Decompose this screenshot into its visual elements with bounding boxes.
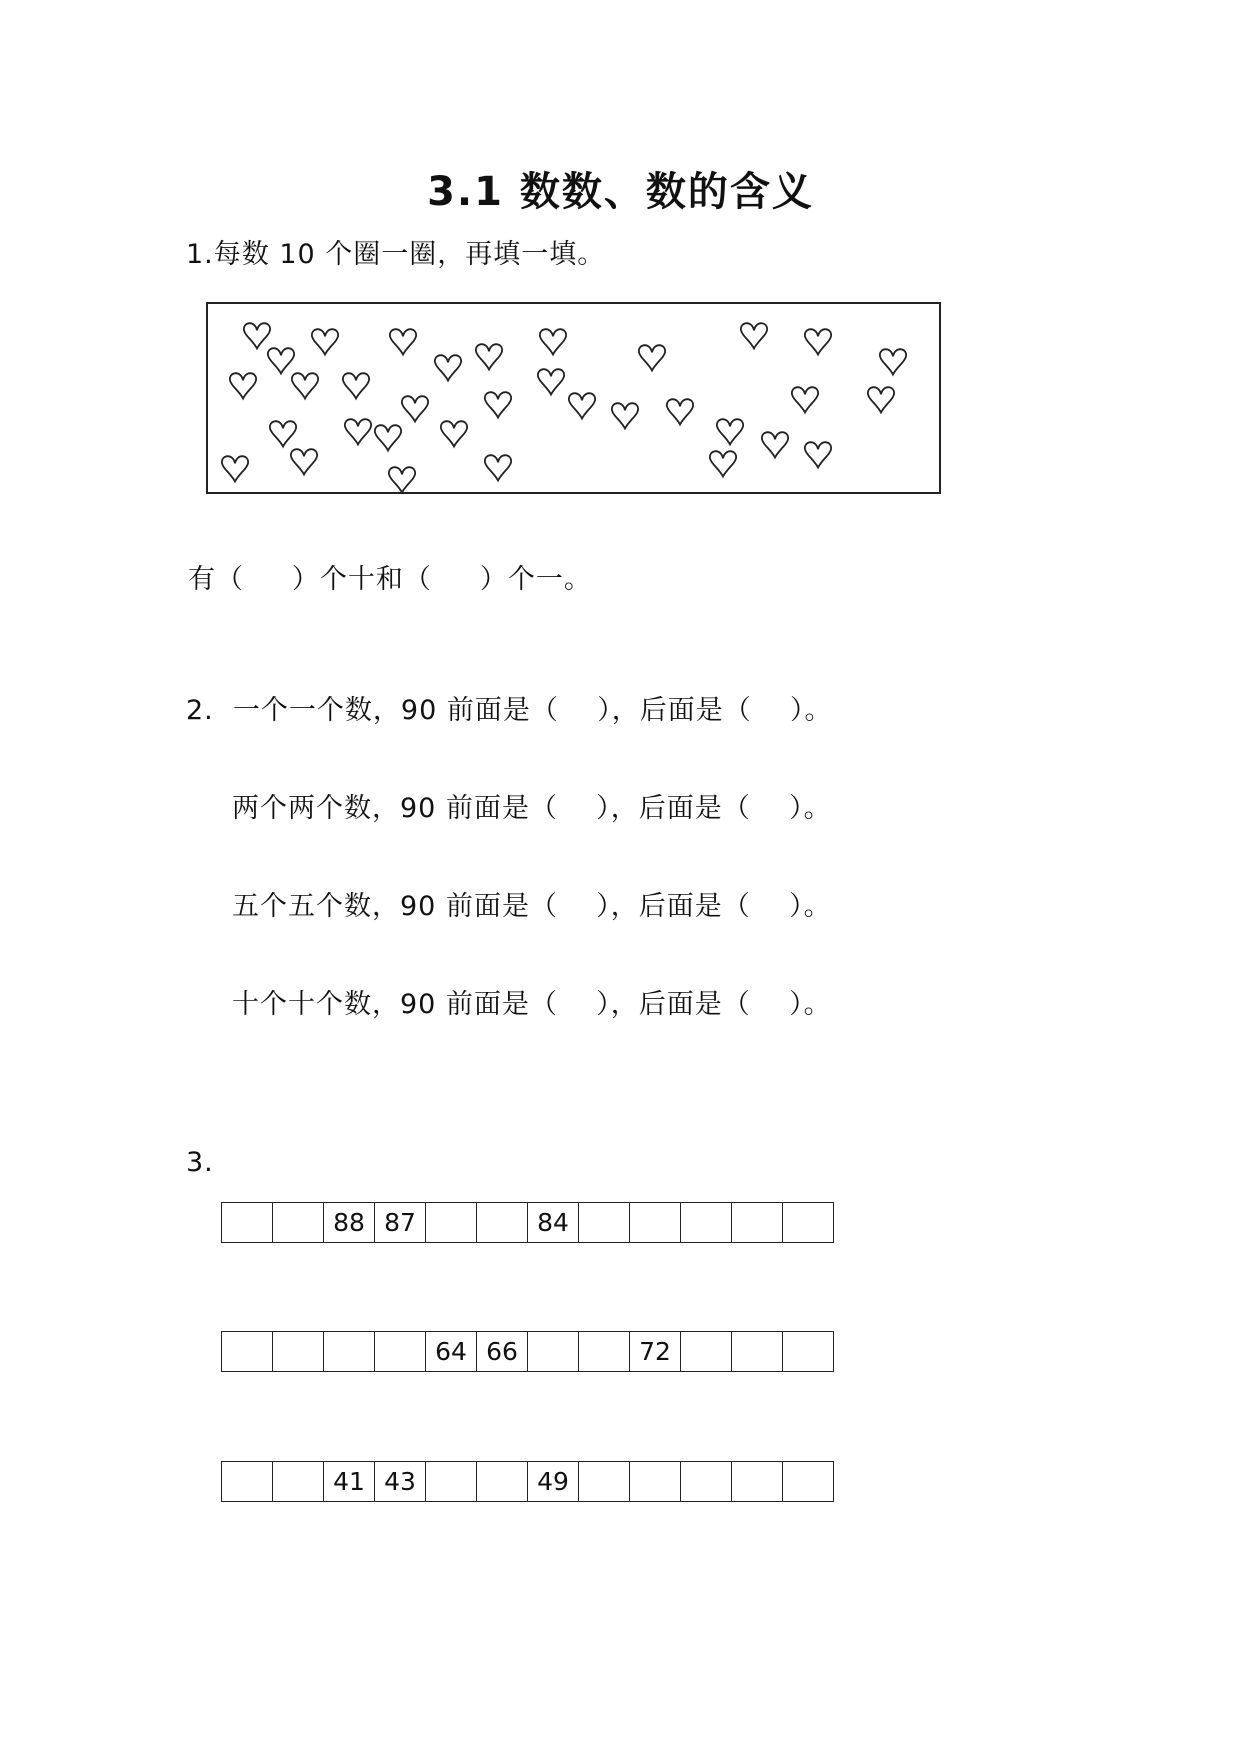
q1-answer-line: 有（ ）个十和（ ）个一。 <box>188 564 592 595</box>
seq-cell[interactable] <box>783 1203 834 1243</box>
seq-cell: 84 <box>528 1203 579 1243</box>
heart-icon <box>476 344 502 369</box>
heart-icon <box>569 393 595 418</box>
q1-prompt: 1.每数 10 个圈一圈，再填一填。 <box>186 239 606 270</box>
heart-icon <box>390 329 416 354</box>
heart-icon <box>485 455 511 480</box>
seq-cell[interactable] <box>732 1203 783 1243</box>
seq-cell[interactable] <box>477 1203 528 1243</box>
seq-cell[interactable] <box>477 1462 528 1502</box>
seq-cell[interactable] <box>426 1462 477 1502</box>
heart-icon <box>612 403 638 428</box>
seq-cell[interactable] <box>630 1203 681 1243</box>
heart-icon <box>880 349 906 374</box>
heart-icon <box>485 392 511 417</box>
heart-icon <box>540 329 566 354</box>
seq-cell[interactable] <box>375 1332 426 1372</box>
heart-icon <box>312 329 338 354</box>
seq-cell[interactable] <box>630 1462 681 1502</box>
seq-cell[interactable] <box>579 1462 630 1502</box>
seq-cell[interactable] <box>273 1332 324 1372</box>
seq-cell[interactable] <box>579 1203 630 1243</box>
heart-icon <box>292 373 318 398</box>
heart-icon <box>667 399 693 424</box>
seq-cell: 41 <box>324 1462 375 1502</box>
heart-icon <box>805 442 831 467</box>
heart-icon <box>244 323 270 348</box>
seq-cell[interactable] <box>324 1332 375 1372</box>
seq-cell[interactable] <box>732 1332 783 1372</box>
seq-cell: 66 <box>477 1332 528 1372</box>
q2-line-2: 两个两个数，90 前面是（ ），后面是（ ）。 <box>232 793 832 824</box>
seq-cell: 72 <box>630 1332 681 1372</box>
seq-cell[interactable] <box>681 1332 732 1372</box>
heart-icon <box>222 456 248 481</box>
q3-label: 3. <box>186 1147 214 1178</box>
heart-icon <box>805 329 831 354</box>
q2-line-1: 2. 一个一个数，90 前面是（ ），后面是（ ）。 <box>186 695 833 726</box>
heart-icon <box>762 432 788 457</box>
seq-cell[interactable] <box>528 1332 579 1372</box>
seq-cell[interactable] <box>732 1462 783 1502</box>
heart-icon <box>268 348 294 373</box>
heart-icon <box>435 355 461 380</box>
seq-cell[interactable] <box>222 1203 273 1243</box>
heart-icon <box>270 421 296 446</box>
heart-icon <box>402 396 428 421</box>
seq-cell[interactable] <box>273 1203 324 1243</box>
hearts-field <box>208 304 943 496</box>
sequence-row-3 <box>221 1461 834 1502</box>
seq-cell[interactable] <box>579 1332 630 1372</box>
seq-cell[interactable] <box>681 1462 732 1502</box>
seq-cell: 88 <box>324 1203 375 1243</box>
heart-icon <box>441 421 467 446</box>
seq-cell: 64 <box>426 1332 477 1372</box>
heart-icon <box>538 369 564 394</box>
heart-icon <box>717 419 743 444</box>
page-title: 3.1 数数、数的含义 <box>427 169 814 215</box>
seq-cell[interactable] <box>783 1332 834 1372</box>
heart-icon <box>389 467 415 492</box>
seq-cell: 87 <box>375 1203 426 1243</box>
heart-icon <box>868 387 894 412</box>
seq-cell[interactable] <box>783 1462 834 1502</box>
heart-icon <box>230 373 256 398</box>
sequence-row-1 <box>221 1202 834 1243</box>
seq-cell[interactable] <box>426 1203 477 1243</box>
heart-icon <box>291 449 317 474</box>
hearts-box[interactable] <box>206 302 941 494</box>
heart-icon <box>375 425 401 450</box>
seq-cell[interactable] <box>222 1462 273 1502</box>
seq-cell: 43 <box>375 1462 426 1502</box>
seq-cell[interactable] <box>273 1462 324 1502</box>
heart-icon <box>741 323 767 348</box>
seq-cell[interactable] <box>681 1203 732 1243</box>
heart-icon <box>710 451 736 476</box>
sequence-row-2 <box>221 1331 834 1372</box>
seq-cell[interactable] <box>222 1332 273 1372</box>
q2-line-3: 五个五个数，90 前面是（ ），后面是（ ）。 <box>232 891 832 922</box>
heart-icon <box>345 419 371 444</box>
seq-cell: 49 <box>528 1462 579 1502</box>
heart-icon <box>343 373 369 398</box>
heart-icon <box>792 387 818 412</box>
q2-line-4: 十个十个数，90 前面是（ ），后面是（ ）。 <box>232 989 832 1020</box>
heart-icon <box>639 345 665 370</box>
